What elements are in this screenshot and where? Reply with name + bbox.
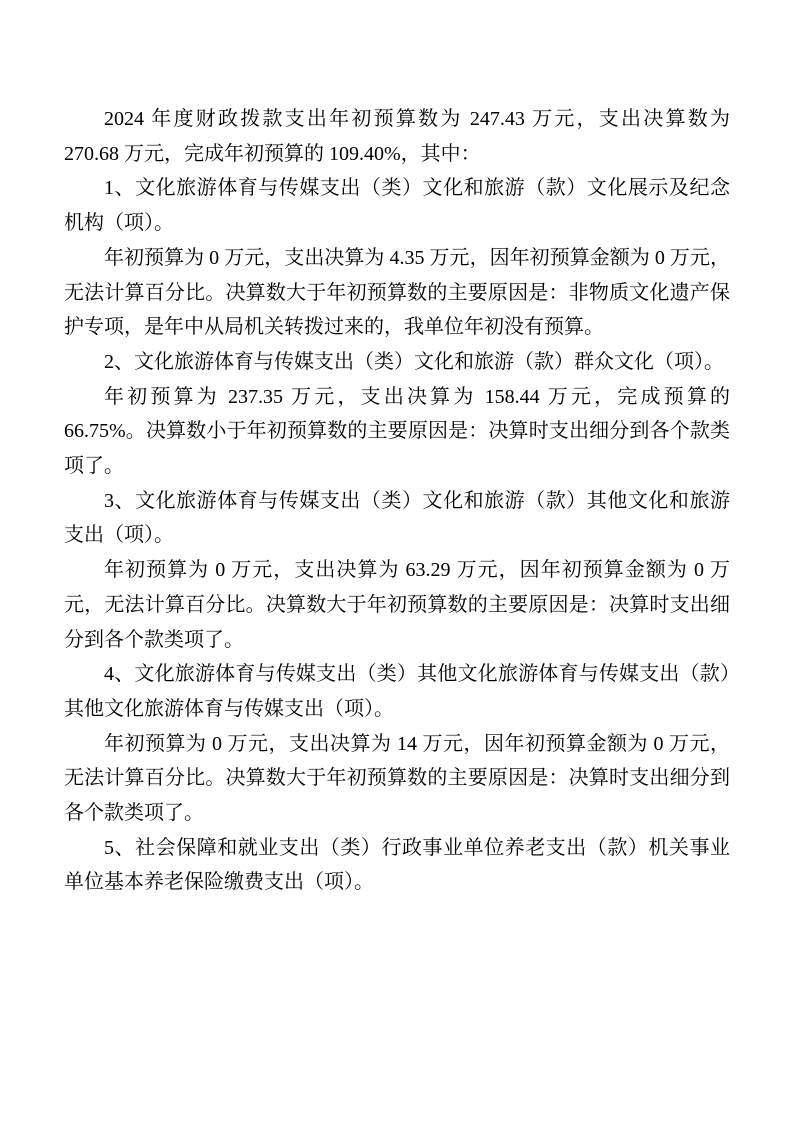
paragraph-item-4-heading: 4、文化旅游体育与传媒支出（类）其他文化旅游体育与传媒支出（款）其他文化旅游体育与传媒支出（项）。 <box>64 663 730 720</box>
paragraph-item-1-detail: 年初预算为 0 万元，支出决算为 4.35 万元，因年初预算金额为 0 万元，无法计算百分比。决算数大于年初预算数的主要原因是：非物质文化遗产保护专项，是年中从局机关转拨过来的，我单位年初没有预算。 <box>64 246 730 339</box>
paragraph-item-1-heading: 1、文化旅游体育与传媒支出（类）文化和旅游（款）文化展示及纪念机构（项）。 <box>64 177 730 235</box>
paragraph-item-3-detail: 年初预算为 0 万元，支出决算为 63.29 万元，因年初预算金额为 0 万元，无法计算百分比。决算数大于年初预算数的主要原因是：决算时支出细分到各个款类项了。 <box>64 559 730 651</box>
paragraph-budget-summary: 2024 年度财政拨款支出年初预算数为 247.43 万元，支出决算数为 270.68 万元，完成年初预算的 109.40%，其中： <box>64 108 730 165</box>
paragraph-item-4-detail: 年初预算为 0 万元，支出决算为 14 万元，因年初预算金额为 0 万元，无法计算百分比。决算数大于年初预算数的主要原因是：决算时支出细分到各个款类项了。 <box>64 732 730 825</box>
paragraph-item-3-heading: 3、文化旅游体育与传媒支出（类）文化和旅游（款）其他文化和旅游支出（项）。 <box>64 489 730 547</box>
paragraph-item-2-detail: 年初预算为 237.35 万元，支出决算为 158.44 万元，完成预算的 66.75%。决算数小于年初预算数的主要原因是：决算时支出细分到各个款类项了。 <box>64 385 730 478</box>
paragraph-item-2-heading: 2、文化旅游体育与传媒支出（类）文化和旅游（款）群众文化（项）。 <box>104 350 724 373</box>
paragraph-item-5-heading: 5、社会保障和就业支出（类）行政事业单位养老支出（款）机关事业单位基本养老保险缴费支出（项）。 <box>64 836 730 894</box>
